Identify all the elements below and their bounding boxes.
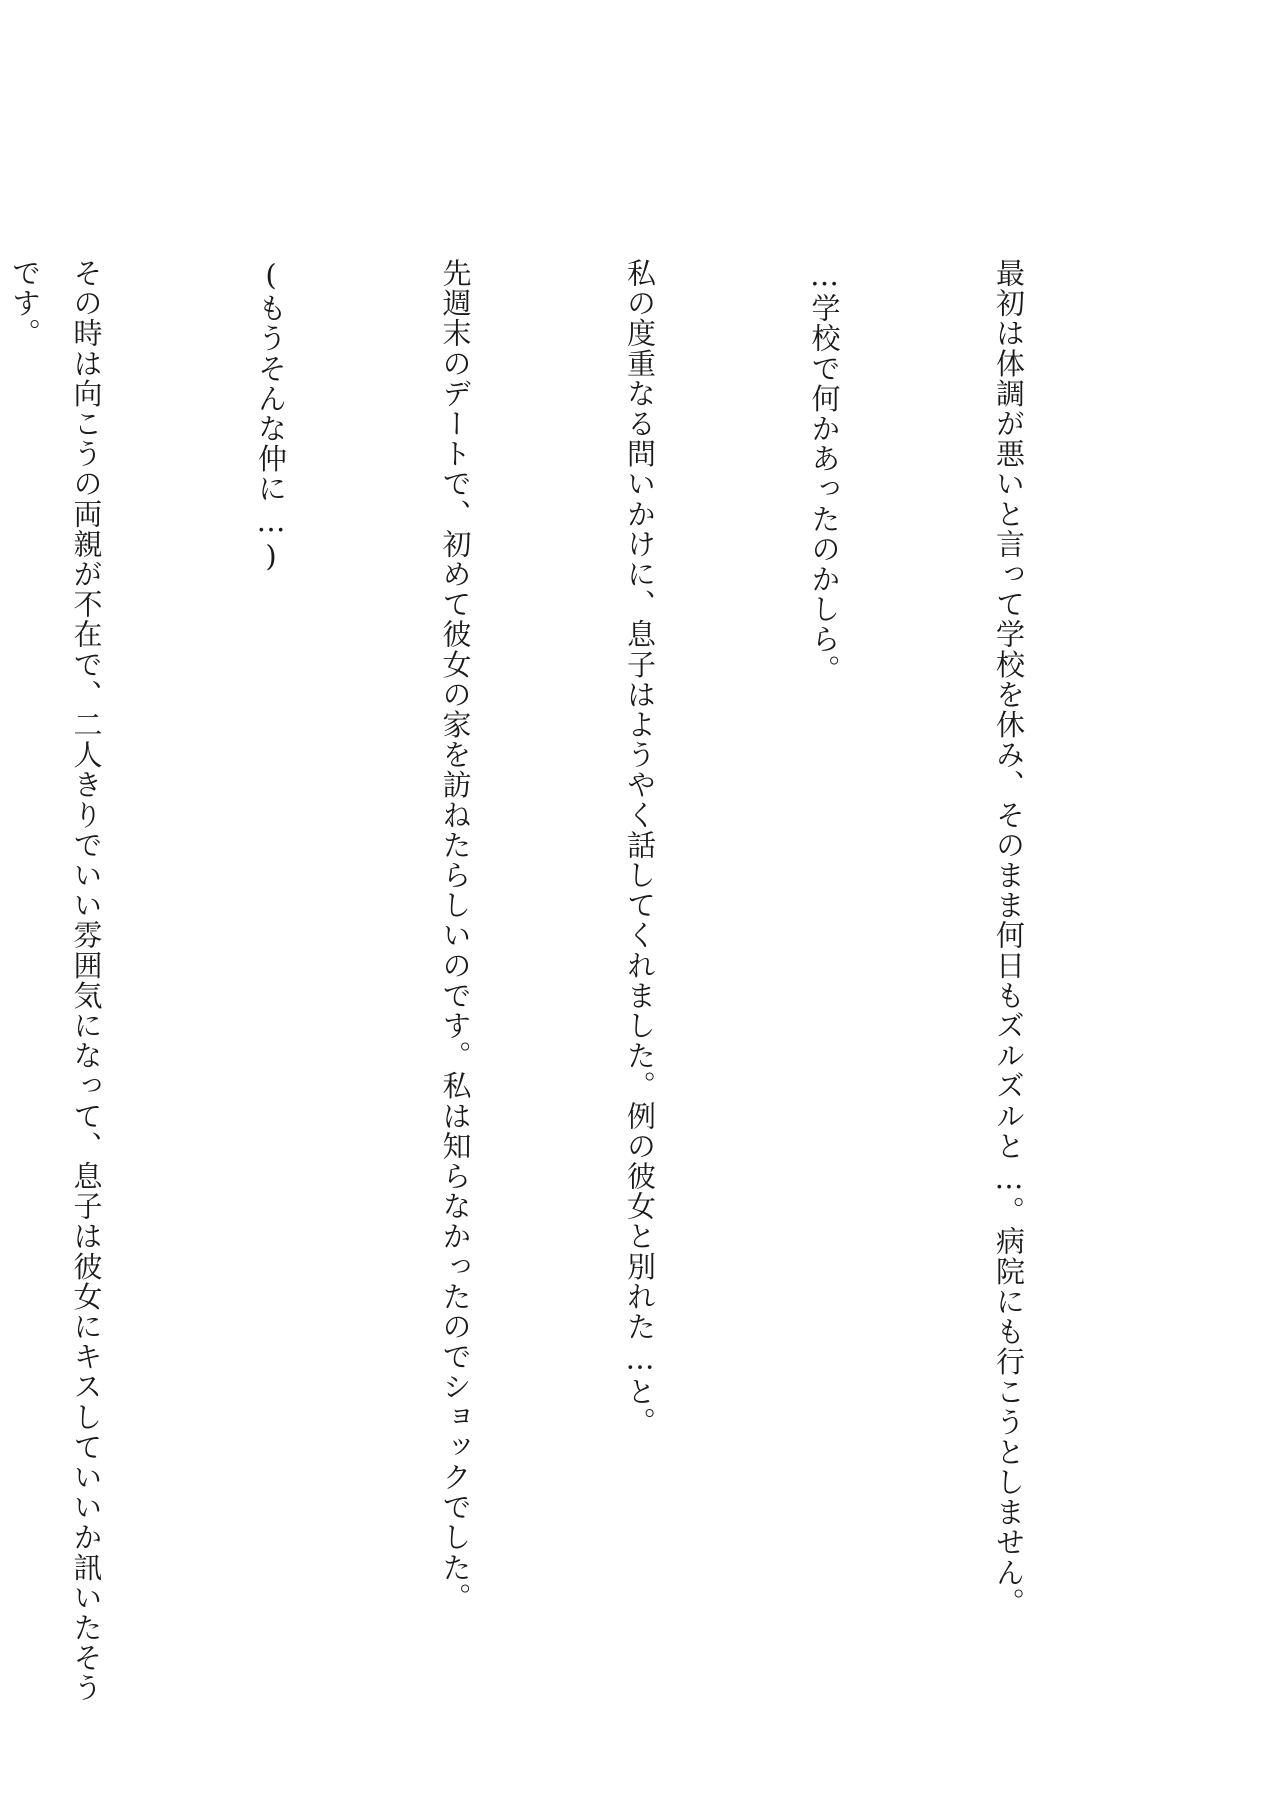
text-line: 先週末のデートで、初めて彼女の家を訪ねたらしいのです。私は知らなかったのでショックでした。 (438, 258, 473, 1613)
text-line: (もうそんな仲に…) (254, 258, 288, 574)
text-line: 私の度重なる問いかけに、息子はようやく話してくれました。例の彼女と別れた…と。 (623, 258, 657, 1437)
text-line: 最初は体調が悪いと言って学校を休み、そのまま何日もズルズルと…。病院にも行こうとしません。 (992, 258, 1026, 1618)
text-line: …学校で何かあったのかしら。 (807, 258, 842, 685)
text-line: その時は向こうの両親が不在で、二人きりでいい雰囲気になって、息子は彼女にキスしていいか訊いたそうです。 (8, 258, 104, 1703)
vertical-text-body (0, 258, 1162, 1718)
